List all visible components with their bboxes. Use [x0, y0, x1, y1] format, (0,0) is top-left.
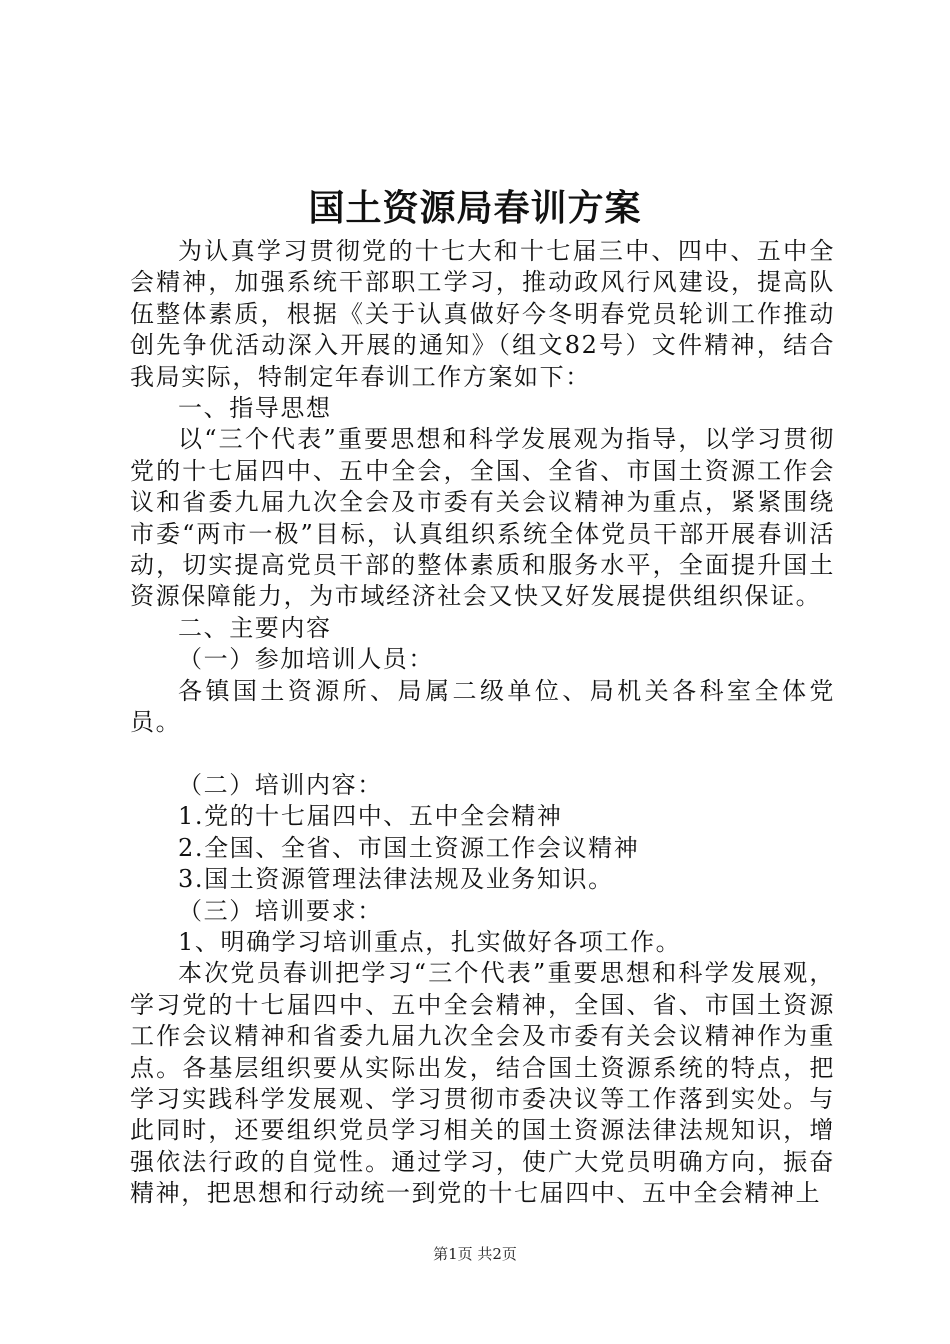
participants-paragraph: 各镇国土资源所、局属二级单位、局机关各科室全体党员。: [130, 676, 835, 737]
subheading-training-requirements: （三）培训要求：: [178, 896, 383, 925]
page-footer: 第1页 共2页: [433, 1245, 517, 1263]
section-heading-main-content: 二、主要内容: [178, 613, 332, 642]
training-content-item: 1.党的十七届四中、五中全会精神: [178, 802, 563, 831]
training-content-item: 2.全国、全省、市国土资源工作会议精神: [178, 833, 640, 862]
subheading-training-content: （二）培训内容：: [178, 770, 383, 799]
section-heading-guiding-thought: 一、指导思想: [178, 394, 332, 423]
intro-paragraph: 为认真学习贯彻党的十七大和十七届三中、四中、五中全会精神，加强系统干部职工学习，推动政风行风建设，提高队伍整体素质，根据《关于认真做好今冬明春党员轮训工作推动创先争优活动深入开展的通知》（组文82号）文件精神，结合我局实际，特制定年春训工作方案如下：: [130, 237, 835, 391]
requirement-item: 1、明确学习培训重点，扎实做好各项工作。: [178, 927, 682, 956]
training-content-item: 3.国土资源管理法律法规及业务知识。: [178, 865, 614, 894]
requirement-paragraph: 本次党员春训把学习“三个代表”重要思想和科学发展观，学习党的十七届四中、五中全会精神，全国、省、市国土资源工作会议精神和省委九届九次全会及市委有关会议精神作为重点。各基层组织要从实际出发，结合国土资源系统的特点，把学习实践科学发展观、学习贯彻市委决议等工作落到实处。与此同时，还要组织党员学习相关的国土资源法律法规知识，增强依法行政的自觉性。通过学习，使广大党员明确方向，振奋精神，把思想和行动统一到党的十七届四中、五中全会精神上: [130, 959, 835, 1208]
subheading-participants: （一）参加培训人员：: [178, 645, 434, 674]
document-title: 国土资源局春训方案: [308, 187, 642, 229]
blank-line: [130, 739, 835, 770]
document-body: [130, 236, 835, 1210]
guiding-thought-paragraph: 以“三个代表”重要思想和科学发展观为指导，以学习贯彻党的十七届四中、五中全会，全国、全省、市国土资源工作会议和省委九届九次全会及市委有关会议精神为重点，紧紧围绕市委“两市一极”目标，认真组织系统全体党员干部开展春训活动，切实提高党员干部的整体素质和服务水平，全面提升国土资源保障能力，为市域经济社会又快又好发展提供组织保证。: [130, 425, 835, 611]
